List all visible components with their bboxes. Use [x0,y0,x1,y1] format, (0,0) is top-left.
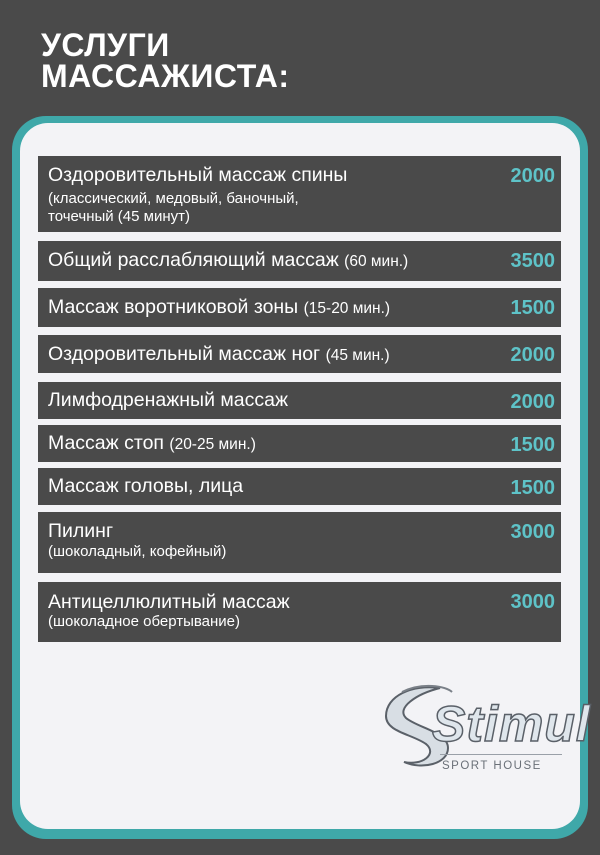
service-duration: (20-25 мин.) [169,436,256,453]
service-item-collar-zone [38,288,561,327]
service-item-peeling [38,512,561,573]
service-name [48,519,113,543]
service-duration: (45 мин.) [325,347,390,364]
service-item-lymph-drainage [38,382,561,419]
service-name [48,163,347,187]
service-item-head-face [38,468,561,505]
service-price: 2000 [510,391,555,413]
logo-tagline: SPORT HOUSE [442,760,542,772]
service-price: 3500 [510,250,555,272]
service-price: 2000 [510,344,555,366]
service-duration: (15-20 мин.) [303,300,391,317]
page-title [41,27,290,94]
service-duration: (60 мин.) [344,253,409,270]
service-name [48,431,256,457]
service-price: 3000 [510,521,555,543]
logo-divider [440,754,562,755]
service-name [48,474,243,498]
service-price: 3000 [510,591,555,613]
service-name-text: Массаж головы, лица [48,475,244,497]
service-item-back-massage [38,156,561,232]
page-title-line-2: МАССАЖИСТА: [41,58,290,94]
service-name-text: Оздоровительный массаж спины [48,164,348,186]
service-item-leg-massage [38,335,561,373]
service-price: 1500 [510,434,555,456]
service-note: (классический, медовый, баночный, точечный (45 минут) [48,190,299,225]
service-name-text: Оздоровительный массаж ног [48,343,321,365]
service-name [48,388,288,412]
service-name [48,590,290,614]
service-price: 1500 [510,297,555,319]
service-name-text: Лимфодренажный массаж [48,389,289,411]
service-item-anti-cellulite [38,582,561,642]
service-note: (шоколадный, кофейный) [48,543,227,560]
service-name-text: Общий расслабляющий массаж [48,249,339,271]
service-name-text: Массаж воротниковой зоны [48,296,299,318]
service-name-text: Массаж стоп [48,432,164,454]
page-title-line-1: УСЛУГИ [41,27,170,63]
service-price: 1500 [510,477,555,499]
service-name [48,295,390,321]
service-note: (шоколадное обертывание) [48,613,241,630]
service-name [48,342,390,368]
service-name-text: Антицеллюлитный массаж [48,591,290,613]
service-item-relaxing-massage [38,241,561,281]
service-item-foot-massage [38,425,561,462]
service-name-text: Пилинг [48,520,114,542]
logo-wordmark: Stimul [432,696,591,752]
service-price: 2000 [510,165,555,187]
service-name [48,248,408,274]
